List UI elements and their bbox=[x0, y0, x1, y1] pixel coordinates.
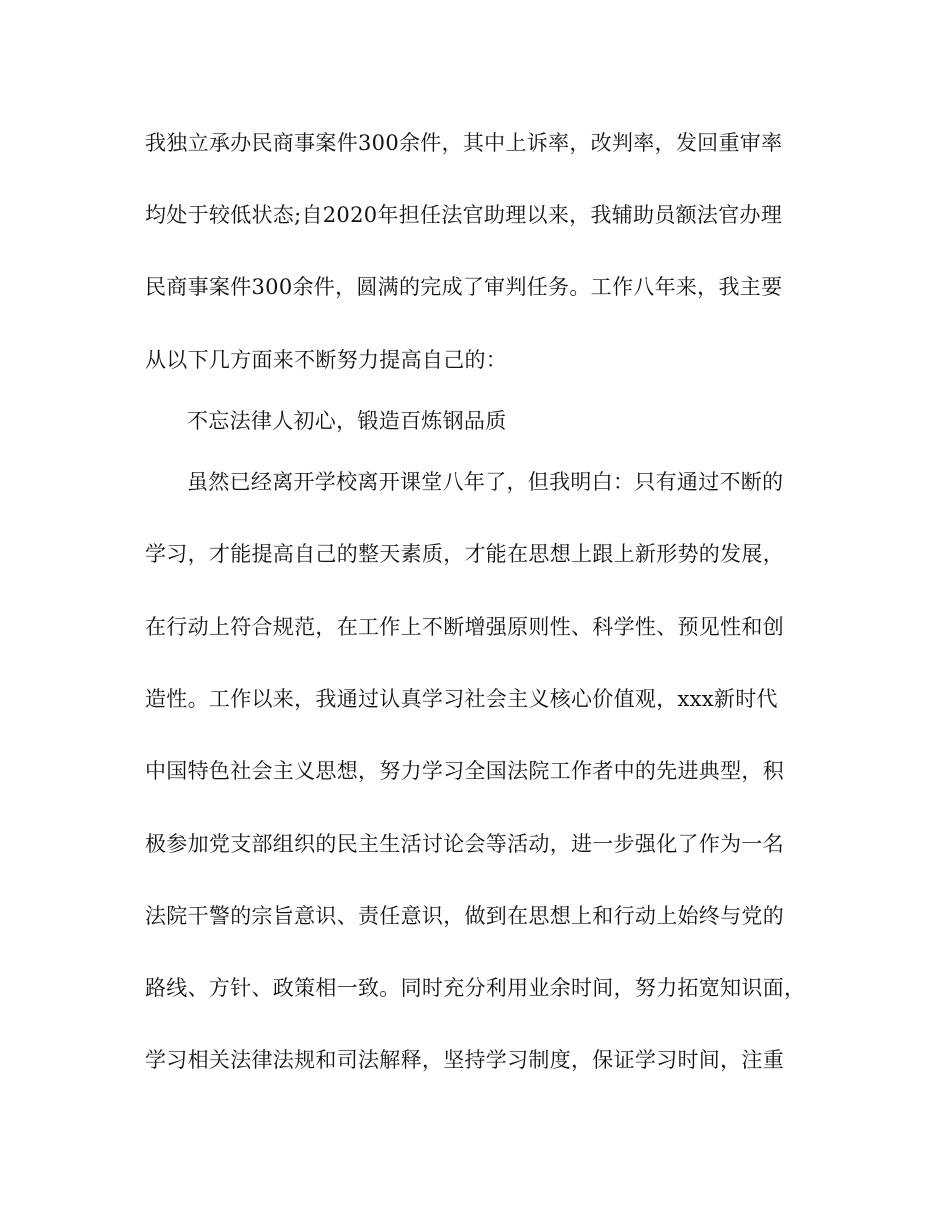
body-text-line: 学习相关法律法规和司法解释，坚持学习制度，保证学习时间，注重 bbox=[145, 1048, 784, 1072]
body-text-line: 造性。工作以来，我通过认真学习社会主义核心价值观，xxx新时代 bbox=[145, 687, 778, 711]
body-text-line: 从以下几方面来不断努力提高自己的： bbox=[145, 348, 508, 372]
body-text-line: 学习，才能提高自己的整天素质，才能在思想上跟上新形势的发展， bbox=[145, 542, 784, 566]
body-text-line: 极参加党支部组织的民主生活讨论会等活动，进一步强化了作为一名 bbox=[145, 832, 784, 856]
body-text-line: 法院干警的宗旨意识、责任意识，做到在思想上和行动上始终与党的 bbox=[145, 904, 784, 928]
body-text-line: 均处于较低状态;自2020年担任法官助理以来，我辅助员额法官办理 bbox=[145, 203, 783, 227]
body-text-line: 虽然已经离开学校离开课堂八年了，但我明白：只有通过不断的 bbox=[187, 470, 784, 494]
body-text-line: 民商事案件300余件，圆满的完成了审判任务。工作八年来，我主要 bbox=[145, 275, 783, 299]
body-text-line: 路线、方针、政策相一致。同时充分利用业余时间，努力拓宽知识面， bbox=[145, 976, 806, 1000]
body-text-line: 我独立承办民商事案件300余件，其中上诉率，改判率，发回重审率 bbox=[145, 131, 783, 155]
body-text-line: 中国特色社会主义思想，努力学习全国法院工作者中的先进典型，积 bbox=[145, 759, 784, 783]
section-heading: 不忘法律人初心，锻造百炼钢品质 bbox=[187, 409, 507, 433]
body-text-line: 在行动上符合规范，在工作上不断增强原则性、科学性、预见性和创 bbox=[145, 615, 784, 639]
